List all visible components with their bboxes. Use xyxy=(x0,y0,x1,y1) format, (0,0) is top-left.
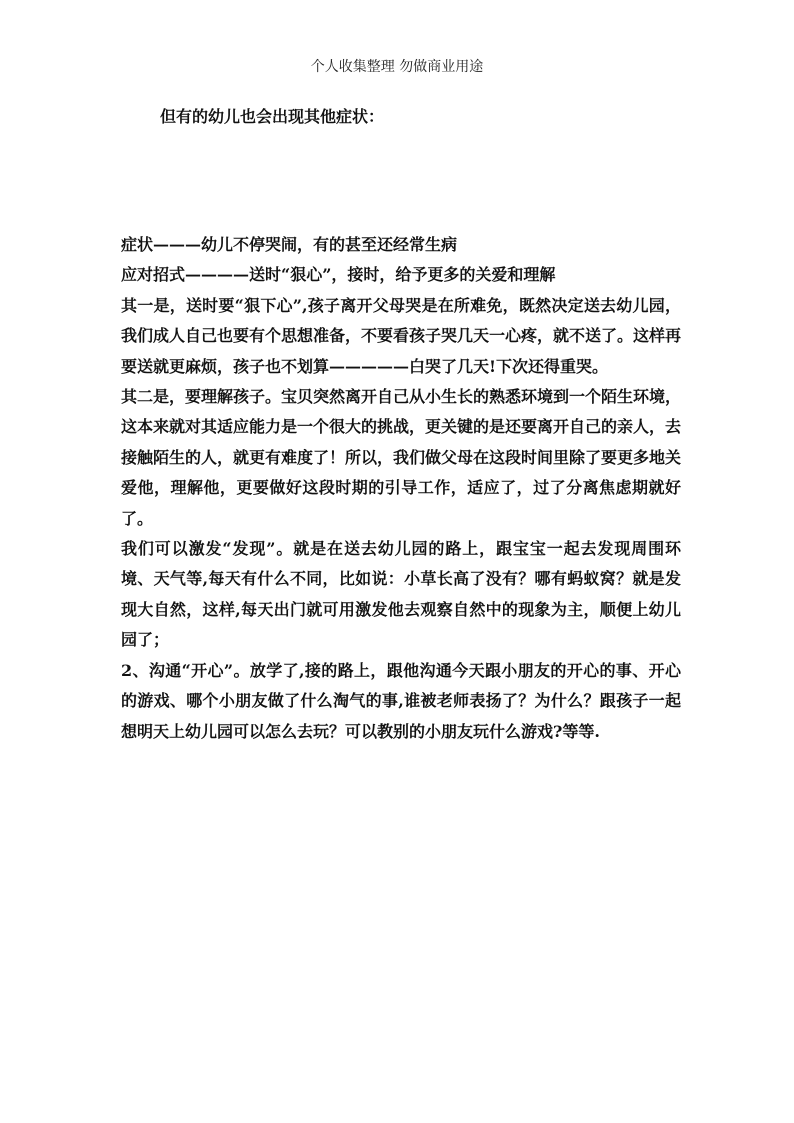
page-header: 个人收集整理 勿做商业用途 xyxy=(310,59,484,75)
symptom-line: 症状———幼儿不停哭闹，有的甚至还经常生病 xyxy=(121,235,458,254)
intro-line: 但有的幼儿也会出现其他症状： xyxy=(160,107,385,126)
body-text xyxy=(121,230,681,747)
paragraph-two: 其二是，要理解孩子。宝贝突然离开自己从小生长的熟悉环境到一个陌生环境，这本来就对其适应能力是一个很大的挑战，更关键的是还要离开自己的亲人，去接触陌生的人，就更有难度了！所以，我们做父母在这段时间里除了要更多地关爱他，理解他，更要做好这段时期的引导工作，适应了，过了分离焦虑期就好了。 xyxy=(121,387,682,528)
strategy-line: 应对招式————送时“狠心”，接时，给予更多的关爱和理解 xyxy=(121,265,556,285)
paragraph-discovery: 我们可以激发“发现”。就是在送去幼儿园的路上，跟宝宝一起去发现周围环境、天气等,每天有什么不同，比如说：小草长高了没有？哪有蚂蚁窝？就是发现大自然，这样,每天出门就可用激发他去观察自然中的现象为主，顺便上幼儿园了； xyxy=(121,539,681,650)
paragraph-one: 其一是，送时要“狠下心”,孩子离开父母哭是在所难免，既然决定送去幼儿园，我们成人自己也要有个思想准备，不要看孩子哭几天一心疼，就不送了。这样再要送就更麻烦，孩子也不划算—————白哭了几天!下次还得重哭。 xyxy=(121,295,682,376)
paragraph-communication: 2、沟通“开心”。放学了,接的路上，跟他沟通今天跟小朋友的开心的事、开心的游戏、哪个小朋友做了什么淘气的事,谁被老师表扬了？为什么？跟孩子一起想明天上幼儿园可以怎么去玩？可以教别的小朋友玩什么游戏?等等. xyxy=(121,660,681,741)
